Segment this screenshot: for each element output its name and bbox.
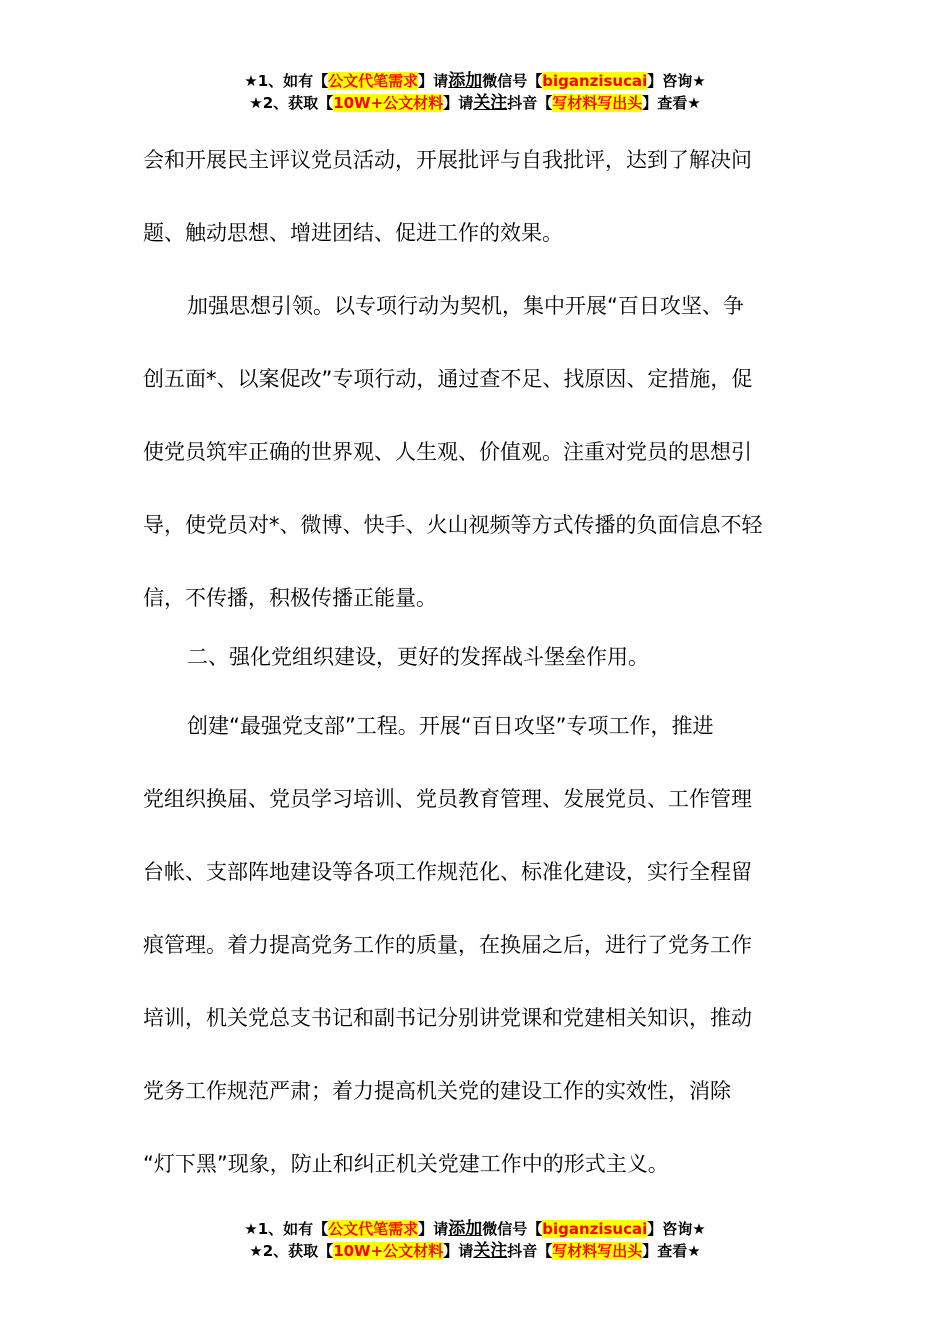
- banner-text: 】查看★: [642, 1242, 701, 1260]
- banner-text: 抖音【: [507, 1242, 553, 1260]
- body-line: 导，使党员对*、微博、快手、火山视频等方式传播的负面信息不轻: [143, 513, 763, 537]
- banner-text: 】咨询★: [647, 72, 706, 90]
- banner-highlight: 写材料写出头: [552, 94, 643, 112]
- banner-underline: 关注: [473, 1241, 508, 1261]
- footer-banner: [0, 1218, 950, 1262]
- banner-text: ★2、获取【: [249, 94, 334, 112]
- banner-underline: 关注: [473, 93, 508, 113]
- body-line: 创五面*、以案促改”专项行动，通过查不足、找原因、定措施，促: [143, 367, 753, 391]
- banner-highlight: 10W+公文材料: [333, 1242, 444, 1260]
- banner-text: 】请: [418, 72, 449, 90]
- body-line: 培训，机关党总支书记和副书记分别讲党课和党建相关知识，推动: [143, 1006, 752, 1030]
- banner-text: ★2、获取【: [249, 1242, 334, 1260]
- banner-highlight: 公文代笔需求: [328, 1220, 419, 1238]
- banner-text: ★1、如有【: [244, 1220, 329, 1238]
- banner-line-2: [0, 92, 950, 114]
- banner-text: 】请: [443, 94, 474, 112]
- banner-highlight: 写材料写出头: [552, 1242, 643, 1260]
- banner-line-1: [0, 70, 950, 92]
- banner-text: 微信号【: [482, 72, 543, 90]
- banner-text: 抖音【: [507, 94, 553, 112]
- body-line: 党务工作规范严肃；着力提高机关党的建设工作的实效性，消除: [143, 1079, 731, 1103]
- body-line: 创建“最强党支部”工程。开展“百日攻坚”专项工作，推进: [187, 714, 714, 738]
- banner-text: 】咨询★: [647, 1220, 706, 1238]
- banner-text: 】请: [418, 1220, 449, 1238]
- section-heading: 二、强化党组织建设，更好的发挥战斗堡垒作用。: [187, 645, 649, 669]
- body-line: 台帐、支部阵地建设等各项工作规范化、标准化建设，实行全程留: [143, 860, 752, 884]
- banner-highlight: 10W+公文材料: [333, 94, 444, 112]
- banner-underline: 添加: [448, 1219, 483, 1239]
- body-line: 党组织换届、党员学习培训、党员教育管理、发展党员、工作管理: [143, 787, 752, 811]
- body-line: 加强思想引领。以专项行动为契机，集中开展“百日攻坚、争: [187, 294, 744, 318]
- body-line: 痕管理。着力提高党务工作的质量，在换届之后，进行了党务工作: [143, 933, 752, 957]
- body-line: 会和开展民主评议党员活动，开展批评与自我批评，达到了解决问: [143, 148, 752, 172]
- body-line: 使党员筑牢正确的世界观、人生观、价值观。注重对党员的思想引: [143, 440, 752, 464]
- banner-text: 微信号【: [482, 1220, 543, 1238]
- banner-text: 】请: [443, 1242, 474, 1260]
- body-line: 信，不传播，积极传播正能量。: [143, 586, 437, 610]
- banner-text: 】查看★: [642, 94, 701, 112]
- banner-highlight: biganzisucai: [542, 1220, 648, 1238]
- banner-highlight: 公文代笔需求: [328, 72, 419, 90]
- banner-text: ★1、如有【: [244, 72, 329, 90]
- header-banner: [0, 70, 950, 114]
- body-line: 题、触动思想、增进团结、促进工作的效果。: [143, 221, 563, 245]
- banner-line-1: [0, 1218, 950, 1240]
- body-line: “灯下黑”现象，防止和纠正机关党建工作中的形式主义。: [143, 1152, 669, 1176]
- document-body: [143, 124, 808, 1201]
- banner-highlight: biganzisucai: [542, 72, 648, 90]
- banner-underline: 添加: [448, 71, 483, 91]
- banner-line-2: [0, 1240, 950, 1262]
